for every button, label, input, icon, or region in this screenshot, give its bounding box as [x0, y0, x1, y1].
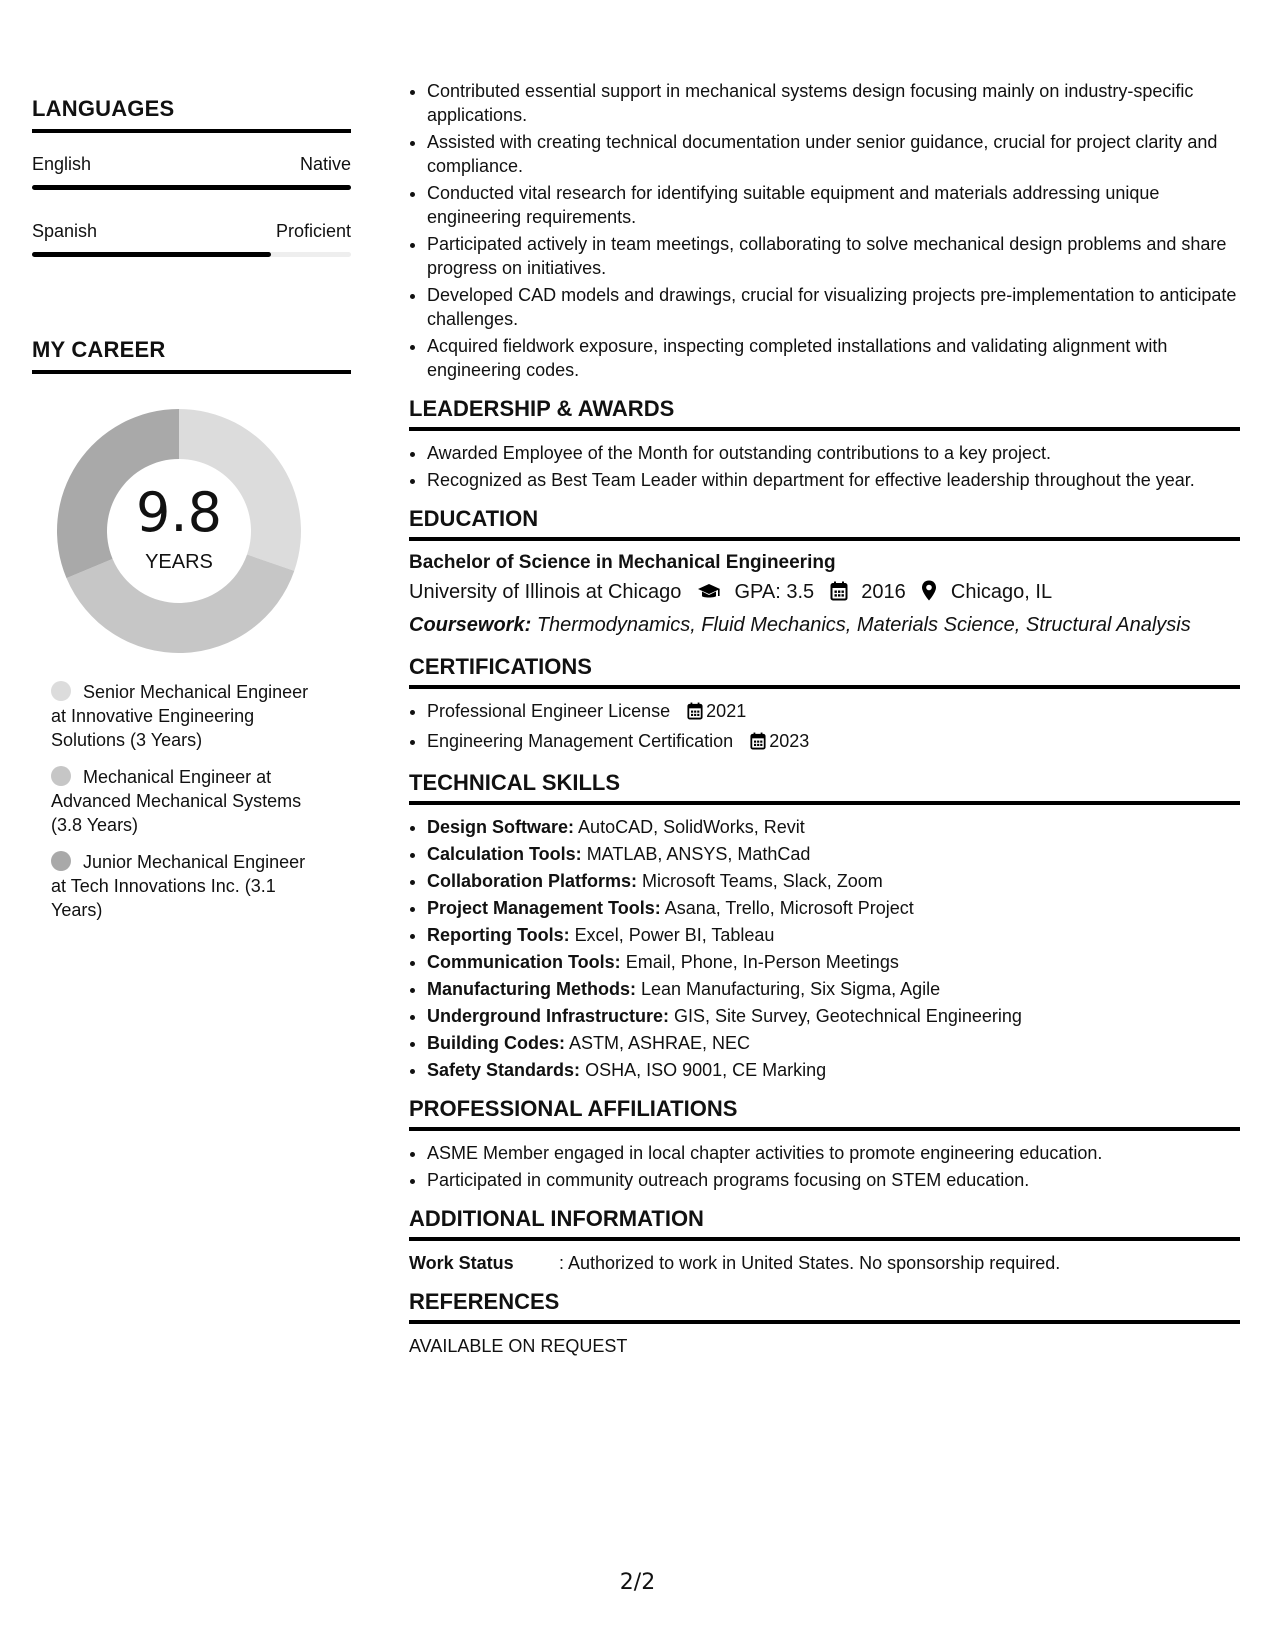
leadership-item: • Awarded Employee of the Month for outstanding contributions to a key project. [427, 441, 1240, 465]
skill-item [427, 842, 1240, 866]
career-legend-text: Mechanical Engineer at Advanced Mechanical Systems (3.8 Years) [51, 767, 302, 835]
language-name: Spanish [32, 221, 98, 241]
skill-value: ASTM, ASHRAE, NEC [569, 1033, 751, 1053]
career-legend-item [51, 765, 321, 837]
skill-value: AutoCAD, SolidWorks, Revit [578, 817, 805, 837]
experience-bullet: • Conducted vital research for identifying suitable equipment and materials addressing unique engineering requirements. [427, 181, 1240, 229]
certification-name: Professional Engineer License [427, 701, 671, 721]
calendar-icon [830, 580, 848, 610]
leadership-item: • Recognized as Best Team Leader within department for effective leadership throughout the year. [427, 468, 1240, 492]
skill-label: Collaboration Platforms: [427, 871, 638, 891]
skill-value: Asana, Trello, Microsoft Project [664, 898, 914, 918]
education-coursework [409, 610, 1240, 640]
affiliations-section [409, 1096, 1240, 1192]
leadership-heading: LEADERSHIP & AWARDS [409, 396, 1240, 431]
experience-bullet: • Acquired fieldwork exposure, inspecting completed installations and validating alignment with engineering codes. [427, 334, 1240, 382]
skills-section [409, 770, 1240, 1082]
legend-dot-icon [51, 681, 71, 701]
certification-year: 2023 [769, 731, 810, 751]
skills-heading: TECHNICAL SKILLS [409, 770, 1240, 805]
calendar-icon [687, 702, 703, 726]
career-legend-item [51, 850, 321, 922]
skill-value: Lean Manufacturing, Six Sigma, Agile [641, 979, 941, 999]
calendar-icon [750, 732, 766, 756]
certifications-heading: CERTIFICATIONS [409, 654, 1240, 689]
languages-heading: LANGUAGES [32, 96, 351, 133]
language-level-fill [32, 185, 351, 190]
affiliation-item: • Participated in community outreach programs focusing on STEM education. [427, 1168, 1240, 1192]
skill-item [427, 923, 1240, 947]
skill-value: MATLAB, ANSYS, MathCad [586, 844, 811, 864]
leadership-section [409, 396, 1240, 492]
references-text: AVAILABLE ON REQUEST [409, 1336, 628, 1356]
language-level-bar [32, 252, 351, 257]
career-legend-text: Senior Mechanical Engineer at Innovative Engineering Solutions (3 Years) [51, 682, 309, 750]
certification-year: 2021 [706, 701, 747, 721]
affiliations-heading: PROFESSIONAL AFFILIATIONS [409, 1096, 1240, 1131]
skill-item [427, 977, 1240, 1001]
legend-dot-icon [51, 766, 71, 786]
education-details [409, 577, 1240, 610]
graduation-cap-icon [697, 580, 721, 610]
skill-label: Reporting Tools: [427, 925, 570, 945]
career-total-years: 9.8 [136, 481, 222, 544]
coursework-list: Thermodynamics, Fluid Mechanics, Materials Science, Structural Analysis [536, 614, 1191, 636]
career-legend-item [51, 680, 321, 752]
language-name: English [32, 154, 92, 174]
language-level-bar [32, 185, 351, 190]
skill-label: Underground Infrastructure: [427, 1006, 670, 1026]
work-status-value: : Authorized to work in United States. No sponsorship required. [559, 1253, 1061, 1273]
experience-bullet: • Developed CAD models and drawings, crucial for visualizing projects pre-implementation to anticipate challenges. [427, 283, 1240, 331]
right-column [409, 79, 1240, 1358]
skill-label: Safety Standards: [427, 1060, 581, 1080]
certification-name: Engineering Management Certification [427, 731, 734, 751]
experience-bullet: • Contributed essential support in mechanical systems design focusing mainly on industry-specific applications. [427, 79, 1240, 127]
references-section [409, 1289, 1240, 1358]
skill-label: Communication Tools: [427, 952, 621, 972]
education-school: University of Illinois at Chicago [409, 581, 682, 603]
additional-heading: ADDITIONAL INFORMATION [409, 1206, 1240, 1241]
language-level-fill [32, 252, 271, 257]
skill-item [427, 1031, 1240, 1055]
coursework-label: Coursework: [409, 614, 532, 636]
experience-bullet: • Assisted with creating technical documentation under senior guidance, crucial for project clarity and compliance. [427, 130, 1240, 178]
career-heading: MY CAREER [32, 337, 351, 374]
career-legend [51, 680, 321, 922]
skills-list [409, 815, 1240, 1082]
skill-value: Email, Phone, In-Person Meetings [625, 952, 899, 972]
skill-item [427, 1004, 1240, 1028]
skill-item [427, 950, 1240, 974]
education-location: Chicago, IL [950, 581, 1053, 603]
skill-value: OSHA, ISO 9001, CE Marking [585, 1060, 827, 1080]
career-legend-text: Junior Mechanical Engineer at Tech Innovations Inc. (3.1 Years) [51, 852, 306, 920]
skill-label: Calculation Tools: [427, 844, 582, 864]
career-years-label: YEARS [145, 551, 213, 573]
education-gpa: GPA: 3.5 [734, 581, 815, 603]
skill-label: Manufacturing Methods: [427, 979, 636, 999]
education-year: 2016 [861, 581, 906, 603]
career-section [32, 337, 351, 922]
certification-item [427, 699, 1240, 726]
language-level: Proficient [275, 221, 351, 241]
left-column [32, 96, 351, 935]
skill-label: Building Codes: [427, 1033, 565, 1053]
education-section [409, 506, 1240, 640]
location-pin-icon [921, 580, 937, 610]
language-item [32, 221, 351, 257]
language-item [32, 154, 351, 190]
education-heading: EDUCATION [409, 506, 1240, 541]
affiliation-item: • ASME Member engaged in local chapter activities to promote engineering education. [427, 1141, 1240, 1165]
education-degree: Bachelor of Science in Mechanical Engineering [409, 552, 836, 573]
additional-section [409, 1206, 1240, 1275]
skill-value: Excel, Power BI, Tableau [574, 925, 775, 945]
experience-bullet: • Participated actively in team meetings, collaborating to solve mechanical design problems and share progress on initiatives. [427, 232, 1240, 280]
affiliations-list [409, 1141, 1240, 1192]
skill-label: Design Software: [427, 817, 575, 837]
career-donut-chart [56, 408, 302, 654]
work-status-row [409, 1251, 1240, 1275]
skill-value: Microsoft Teams, Slack, Zoom [642, 871, 883, 891]
page-number: 2/2 [619, 1570, 656, 1595]
skill-label: Project Management Tools: [427, 898, 661, 918]
certifications-section [409, 654, 1240, 756]
legend-dot-icon [51, 851, 71, 871]
work-status-label: Work Status [409, 1253, 514, 1273]
language-level: Native [299, 154, 351, 174]
certification-item [427, 729, 1240, 756]
experience-bullets [409, 79, 1240, 382]
references-heading: REFERENCES [409, 1289, 1240, 1324]
skill-value: GIS, Site Survey, Geotechnical Engineering [674, 1006, 1022, 1026]
skill-item [427, 815, 1240, 839]
skill-item [427, 1058, 1240, 1082]
languages-list [32, 154, 351, 257]
skill-item [427, 869, 1240, 893]
skill-item [427, 896, 1240, 920]
leadership-list [409, 441, 1240, 492]
certifications-list [409, 699, 1240, 756]
